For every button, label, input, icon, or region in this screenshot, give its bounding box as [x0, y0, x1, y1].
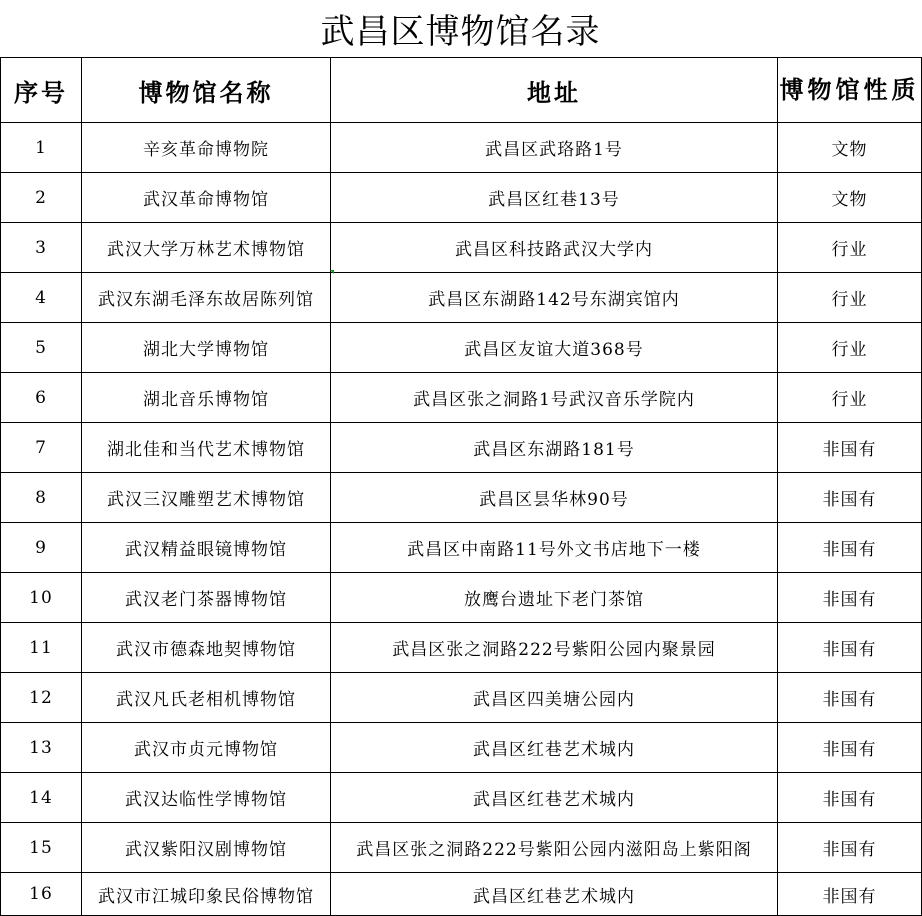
cell-index: 5 [1, 323, 82, 373]
cell-museum-name: 湖北佳和当代艺术博物馆 [82, 423, 331, 473]
cell-index: 12 [1, 673, 82, 723]
cell-address: 武昌区昙华林90号 [331, 473, 778, 523]
cell-museum-name: 武汉市贞元博物馆 [82, 723, 331, 773]
cell-museum-name: 湖北音乐博物馆 [82, 373, 331, 423]
cell-index: 16 [1, 873, 82, 916]
cell-address: 武昌区友谊大道368号 [331, 323, 778, 373]
table-row [1, 823, 922, 873]
cell-museum-type: 非国有 [778, 423, 922, 473]
cell-museum-type: 行业 [778, 223, 922, 273]
cell-address: 武昌区张之洞路222号紫阳公园内聚景园 [331, 623, 778, 673]
cell-index: 8 [1, 473, 82, 523]
cell-museum-name: 武汉东湖毛泽东故居陈列馆 [82, 273, 331, 323]
cell-address: 武昌区东湖路181号 [331, 423, 778, 473]
cell-address: 武昌区中南路11号外文书店地下一楼 [331, 523, 778, 573]
table-row [1, 473, 922, 523]
cell-address: 武昌区红巷艺术城内 [331, 873, 778, 916]
cell-index: 1 [1, 123, 82, 173]
cell-museum-name: 武汉大学万林艺术博物馆 [82, 223, 331, 273]
cell-museum-name: 武汉紫阳汉剧博物馆 [82, 823, 331, 873]
cell-address: 武昌区科技路武汉大学内 [331, 223, 778, 273]
table-row [1, 523, 922, 573]
cell-index: 2 [1, 173, 82, 223]
table-row [1, 223, 922, 273]
cell-museum-name: 武汉市江城印象民俗博物馆 [82, 873, 331, 916]
header-name: 博物馆名称 [82, 58, 331, 123]
cell-index: 4 [1, 273, 82, 323]
cell-address: 武昌区东湖路142号东湖宾馆内 [331, 273, 778, 323]
cell-index: 11 [1, 623, 82, 673]
table-row [1, 423, 922, 473]
table-row [1, 773, 922, 823]
table-row [1, 673, 922, 723]
table-row [1, 723, 922, 773]
cell-museum-name: 湖北大学博物馆 [82, 323, 331, 373]
cell-museum-type: 非国有 [778, 473, 922, 523]
cell-museum-type: 行业 [778, 273, 922, 323]
cell-address: 武昌区四美塘公园内 [331, 673, 778, 723]
cell-index: 14 [1, 773, 82, 823]
cell-museum-type: 非国有 [778, 523, 922, 573]
cell-museum-name: 武汉三汉雕塑艺术博物馆 [82, 473, 331, 523]
cell-museum-type: 非国有 [778, 823, 922, 873]
cell-comment-marker [330, 270, 334, 274]
cell-museum-type: 文物 [778, 123, 922, 173]
header-index: 序号 [1, 58, 82, 123]
cell-museum-name: 武汉市德森地契博物馆 [82, 623, 331, 673]
cell-index: 6 [1, 373, 82, 423]
cell-index: 15 [1, 823, 82, 873]
cell-museum-name: 武汉革命博物馆 [82, 173, 331, 223]
cell-address: 武昌区张之洞路1号武汉音乐学院内 [331, 373, 778, 423]
table-row [1, 273, 922, 323]
cell-address: 武昌区红巷13号 [331, 173, 778, 223]
cell-index: 13 [1, 723, 82, 773]
cell-museum-type: 行业 [778, 323, 922, 373]
table-row [1, 323, 922, 373]
table-row [1, 573, 922, 623]
cell-museum-type: 行业 [778, 373, 922, 423]
table-row [1, 623, 922, 673]
cell-museum-type: 文物 [778, 173, 922, 223]
cell-museum-name: 武汉精益眼镜博物馆 [82, 523, 331, 573]
header-address: 地址 [331, 58, 778, 123]
cell-address: 武昌区红巷艺术城内 [331, 723, 778, 773]
cell-museum-name: 武汉老门茶器博物馆 [82, 573, 331, 623]
table-row [1, 373, 922, 423]
header-row [1, 58, 922, 123]
cell-museum-type: 非国有 [778, 623, 922, 673]
cell-address: 武昌区武珞路1号 [331, 123, 778, 173]
cell-museum-type: 非国有 [778, 873, 922, 916]
table-row [1, 173, 922, 223]
table-body [1, 123, 922, 916]
cell-address: 武昌区张之洞路222号紫阳公园内滋阳岛上紫阳阁 [331, 823, 778, 873]
cell-museum-type: 非国有 [778, 673, 922, 723]
cell-index: 9 [1, 523, 82, 573]
cell-museum-name: 辛亥革命博物院 [82, 123, 331, 173]
cell-address: 放鹰台遗址下老门茶馆 [331, 573, 778, 623]
cell-museum-type: 非国有 [778, 773, 922, 823]
museum-table [0, 57, 922, 916]
cell-index: 3 [1, 223, 82, 273]
cell-museum-type: 非国有 [778, 723, 922, 773]
cell-index: 10 [1, 573, 82, 623]
cell-museum-name: 武汉凡氏老相机博物馆 [82, 673, 331, 723]
page-title: 武昌区博物馆名录 [320, 12, 601, 52]
cell-museum-name: 武汉达临性学博物馆 [82, 773, 331, 823]
header-type: 博物馆性质 [778, 58, 922, 123]
table-row [1, 123, 922, 173]
cell-index: 7 [1, 423, 82, 473]
cell-museum-type: 非国有 [778, 573, 922, 623]
cell-address: 武昌区红巷艺术城内 [331, 773, 778, 823]
table-row [1, 873, 922, 916]
